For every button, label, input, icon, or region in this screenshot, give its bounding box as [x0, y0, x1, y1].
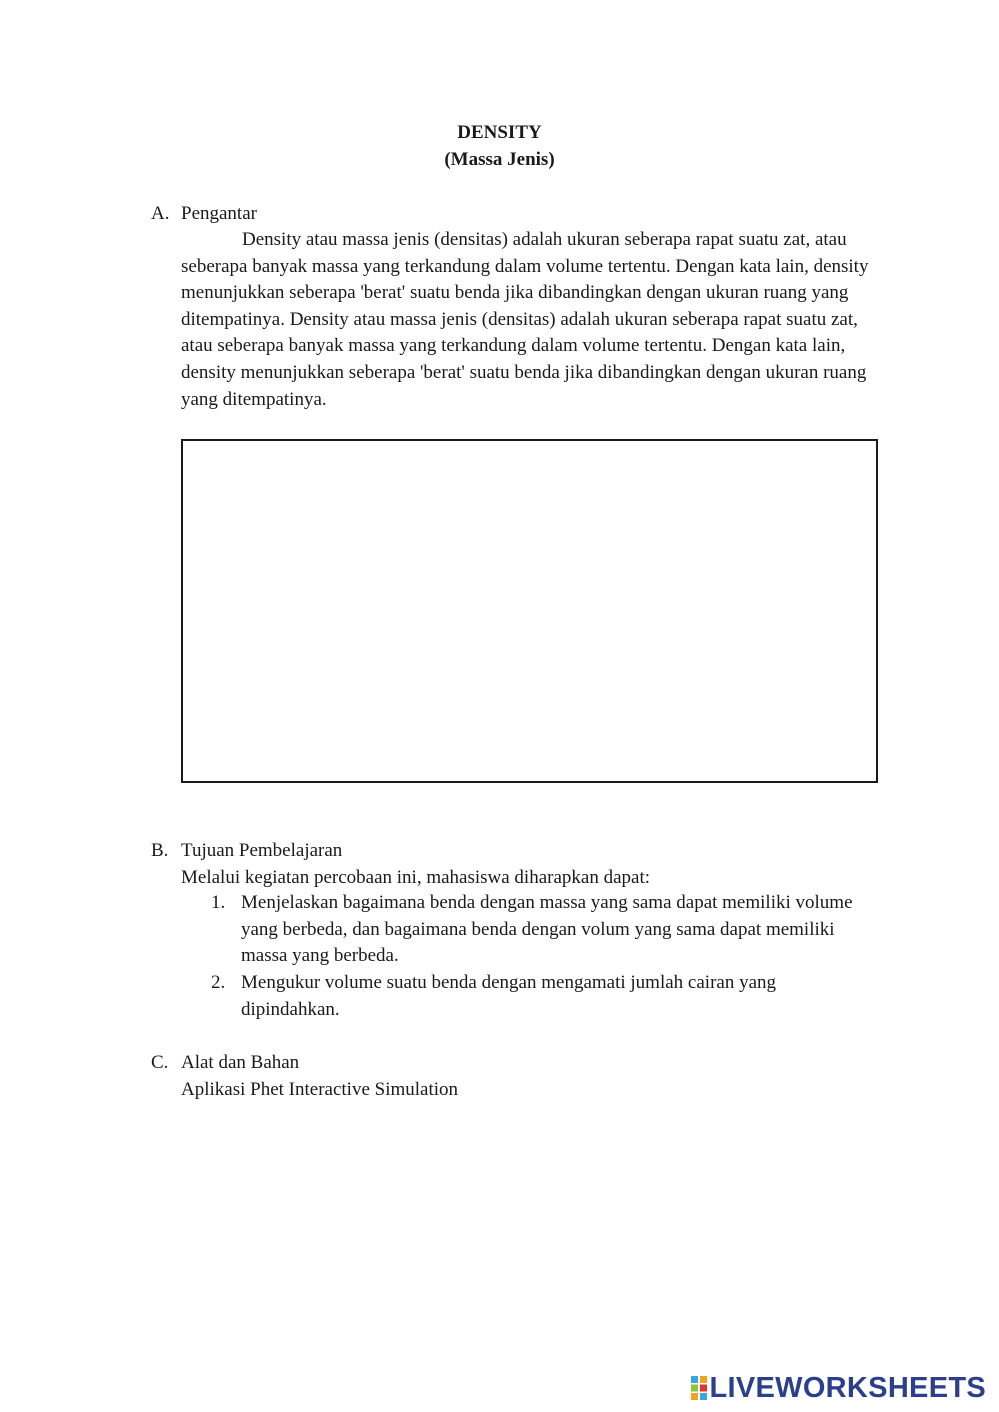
section-c-body: Aplikasi Phet Interactive Simulation [181, 1079, 459, 1100]
section-c-heading: Alat dan Bahan [181, 1052, 300, 1073]
liveworksheets-logo [691, 1371, 987, 1405]
section-b-intro: Melalui kegiatan percobaan ini, mahasiswa diharapkan dapat: [181, 867, 651, 888]
section-c-marker: C. [151, 1052, 169, 1073]
list-item-marker: 1. [211, 892, 226, 913]
list-item: Mengukur volume suatu benda dengan mengamati jumlah cairan yang dipindahkan. [241, 972, 777, 1020]
embedded-content-box[interactable] [181, 439, 878, 783]
section-b-marker: B. [151, 840, 169, 861]
section-a-marker: A. [151, 203, 170, 224]
section-a-paragraph: Density atau massa jenis (densitas) adalah ukuran seberapa rapat suatu zat, atau seberapa banyak massa yang terkandung dalam volume tertentu. Dengan kata lain, density menunjukkan seberapa 'berat' suatu benda jika dibandingkan dengan ukuran ruang yang ditempatinya. Density atau massa jenis (densitas) adalah ukuran seberapa rapat suatu zat, atau seberapa banyak massa yang terkandung dalam volume tertentu. Dengan kata lain, density menunjukkan seberapa 'berat' suatu benda jika dibandingkan dengan ukuran ruang yang ditempatinya. [181, 229, 869, 410]
logo-text: LIVEWORKSHEETS [709, 1371, 986, 1404]
list-item-marker: 2. [211, 972, 226, 993]
document-title: DENSITY [457, 122, 542, 143]
section-b-heading: Tujuan Pembelajaran [181, 840, 343, 861]
list-item: Menjelaskan bagaimana benda dengan massa yang sama dapat memiliki volume yang berbeda, dan bagaimana benda dengan volum yang sama dapat memiliki massa yang berbeda. [241, 892, 853, 967]
liveworksheets-logo-icon [691, 1376, 707, 1400]
document-subtitle: (Massa Jenis) [444, 149, 555, 170]
section-a-heading: Pengantar [181, 203, 257, 224]
